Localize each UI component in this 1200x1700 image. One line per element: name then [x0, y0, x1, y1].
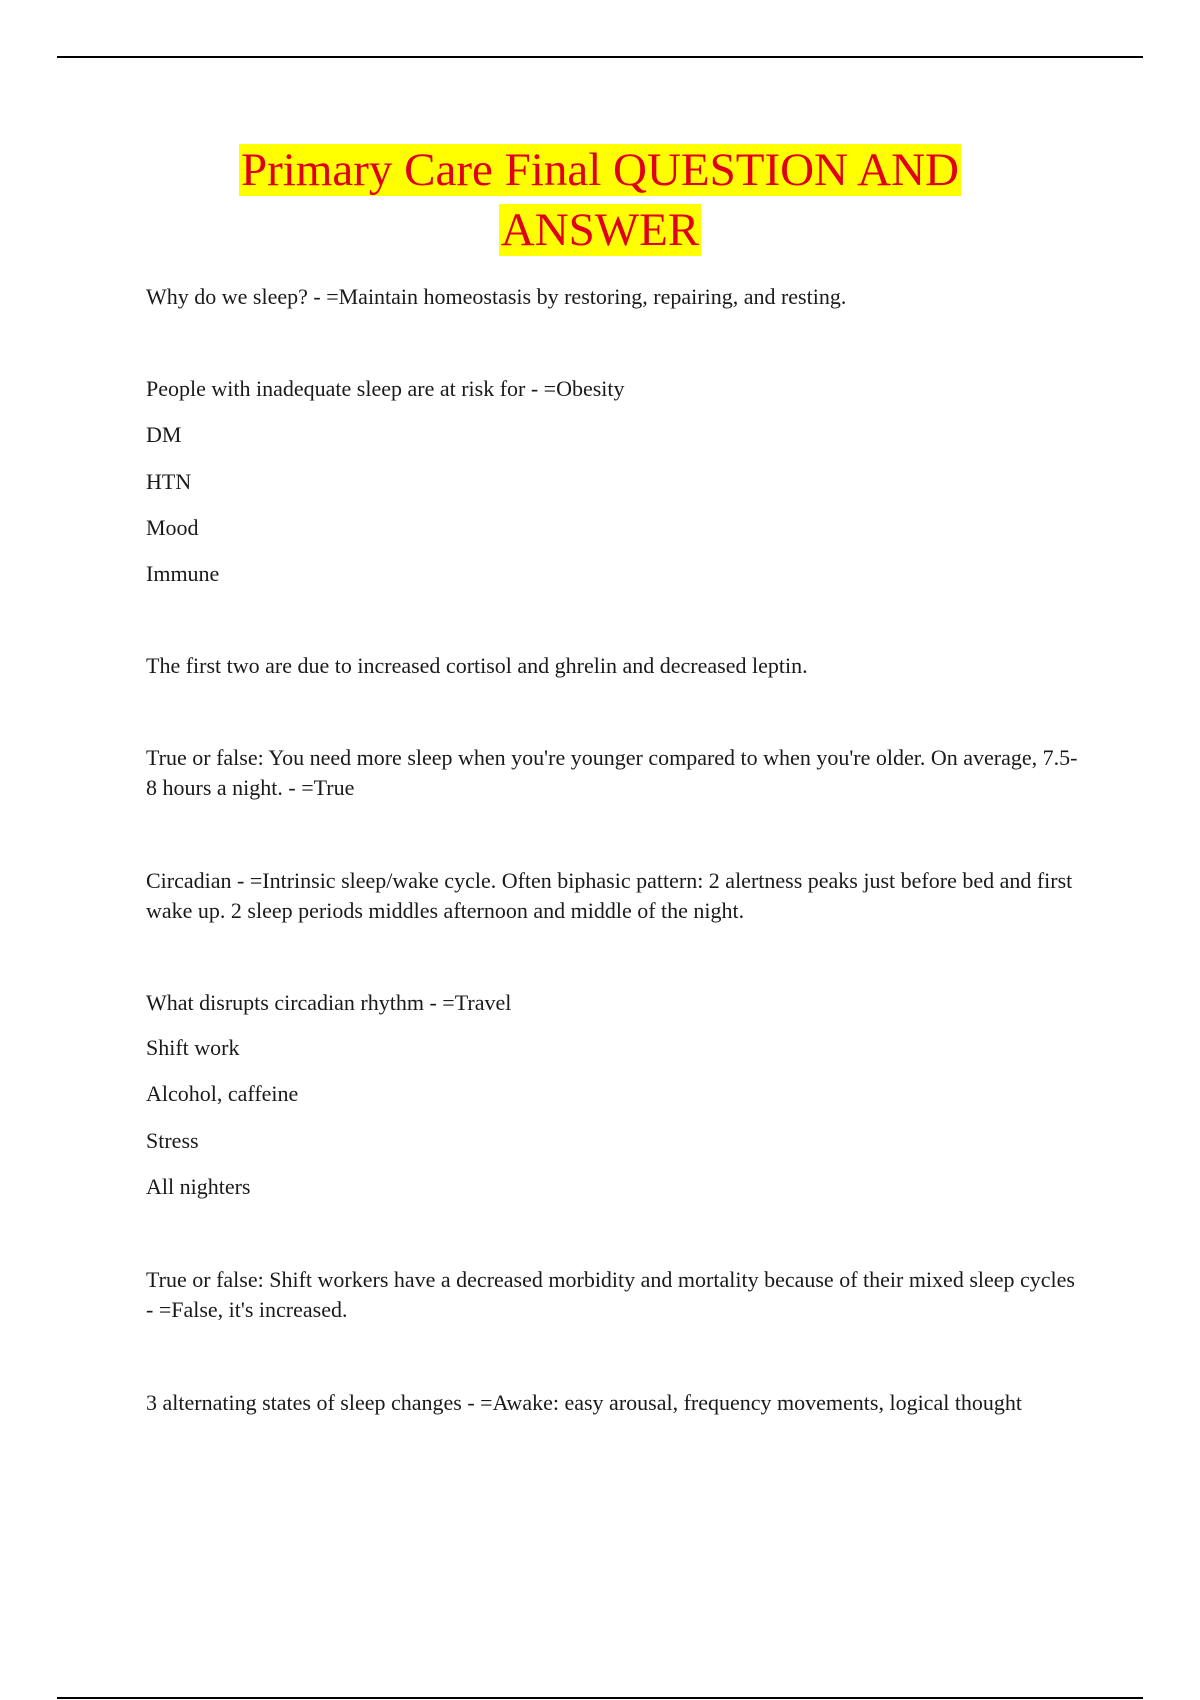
paragraph: Circadian - =Intrinsic sleep/wake cycle. Often biphasic pattern: 2 alertness peaks just before bed and first wake up. 2 sleep periods middles afternoon and middle of the night. — [146, 868, 1073, 923]
paragraph: 3 alternating states of sleep changes - =Awake: easy arousal, frequency movements, logical thought — [146, 1390, 1023, 1415]
paragraph: Why do we sleep? - =Maintain homeostasis by restoring, repairing, and resting. — [146, 284, 847, 309]
paragraph: What disrupts circadian rhythm - =Travel — [146, 990, 512, 1015]
top-rule — [57, 56, 1143, 58]
paragraph: Shift work — [146, 1035, 240, 1060]
document-title — [0, 140, 1200, 260]
paragraph: Alcohol, caffeine — [146, 1081, 299, 1106]
paragraph: True or false: Shift workers have a decreased morbidity and mortality because of their mixed sleep cycles - =False, it's increased. — [146, 1267, 1075, 1322]
paragraph: The first two are due to increased cortisol and ghrelin and decreased leptin. — [146, 653, 808, 678]
paragraph: True or false: You need more sleep when you're younger compared to when you're older. On average, 7.5-8 hours a night. - =True — [146, 745, 1078, 800]
paragraph: Immune — [146, 561, 220, 586]
paragraph: Stress — [146, 1128, 199, 1153]
paragraph: Mood — [146, 515, 199, 540]
paragraph: HTN — [146, 469, 192, 494]
paragraph: All nighters — [146, 1174, 251, 1199]
title-line-2: ANSWER — [500, 204, 700, 256]
bottom-rule — [57, 1697, 1143, 1699]
title-line-1: Primary Care Final QUESTION AND — [241, 144, 959, 196]
paragraph: People with inadequate sleep are at risk for - =Obesity — [146, 376, 625, 401]
paragraph: DM — [146, 422, 182, 447]
